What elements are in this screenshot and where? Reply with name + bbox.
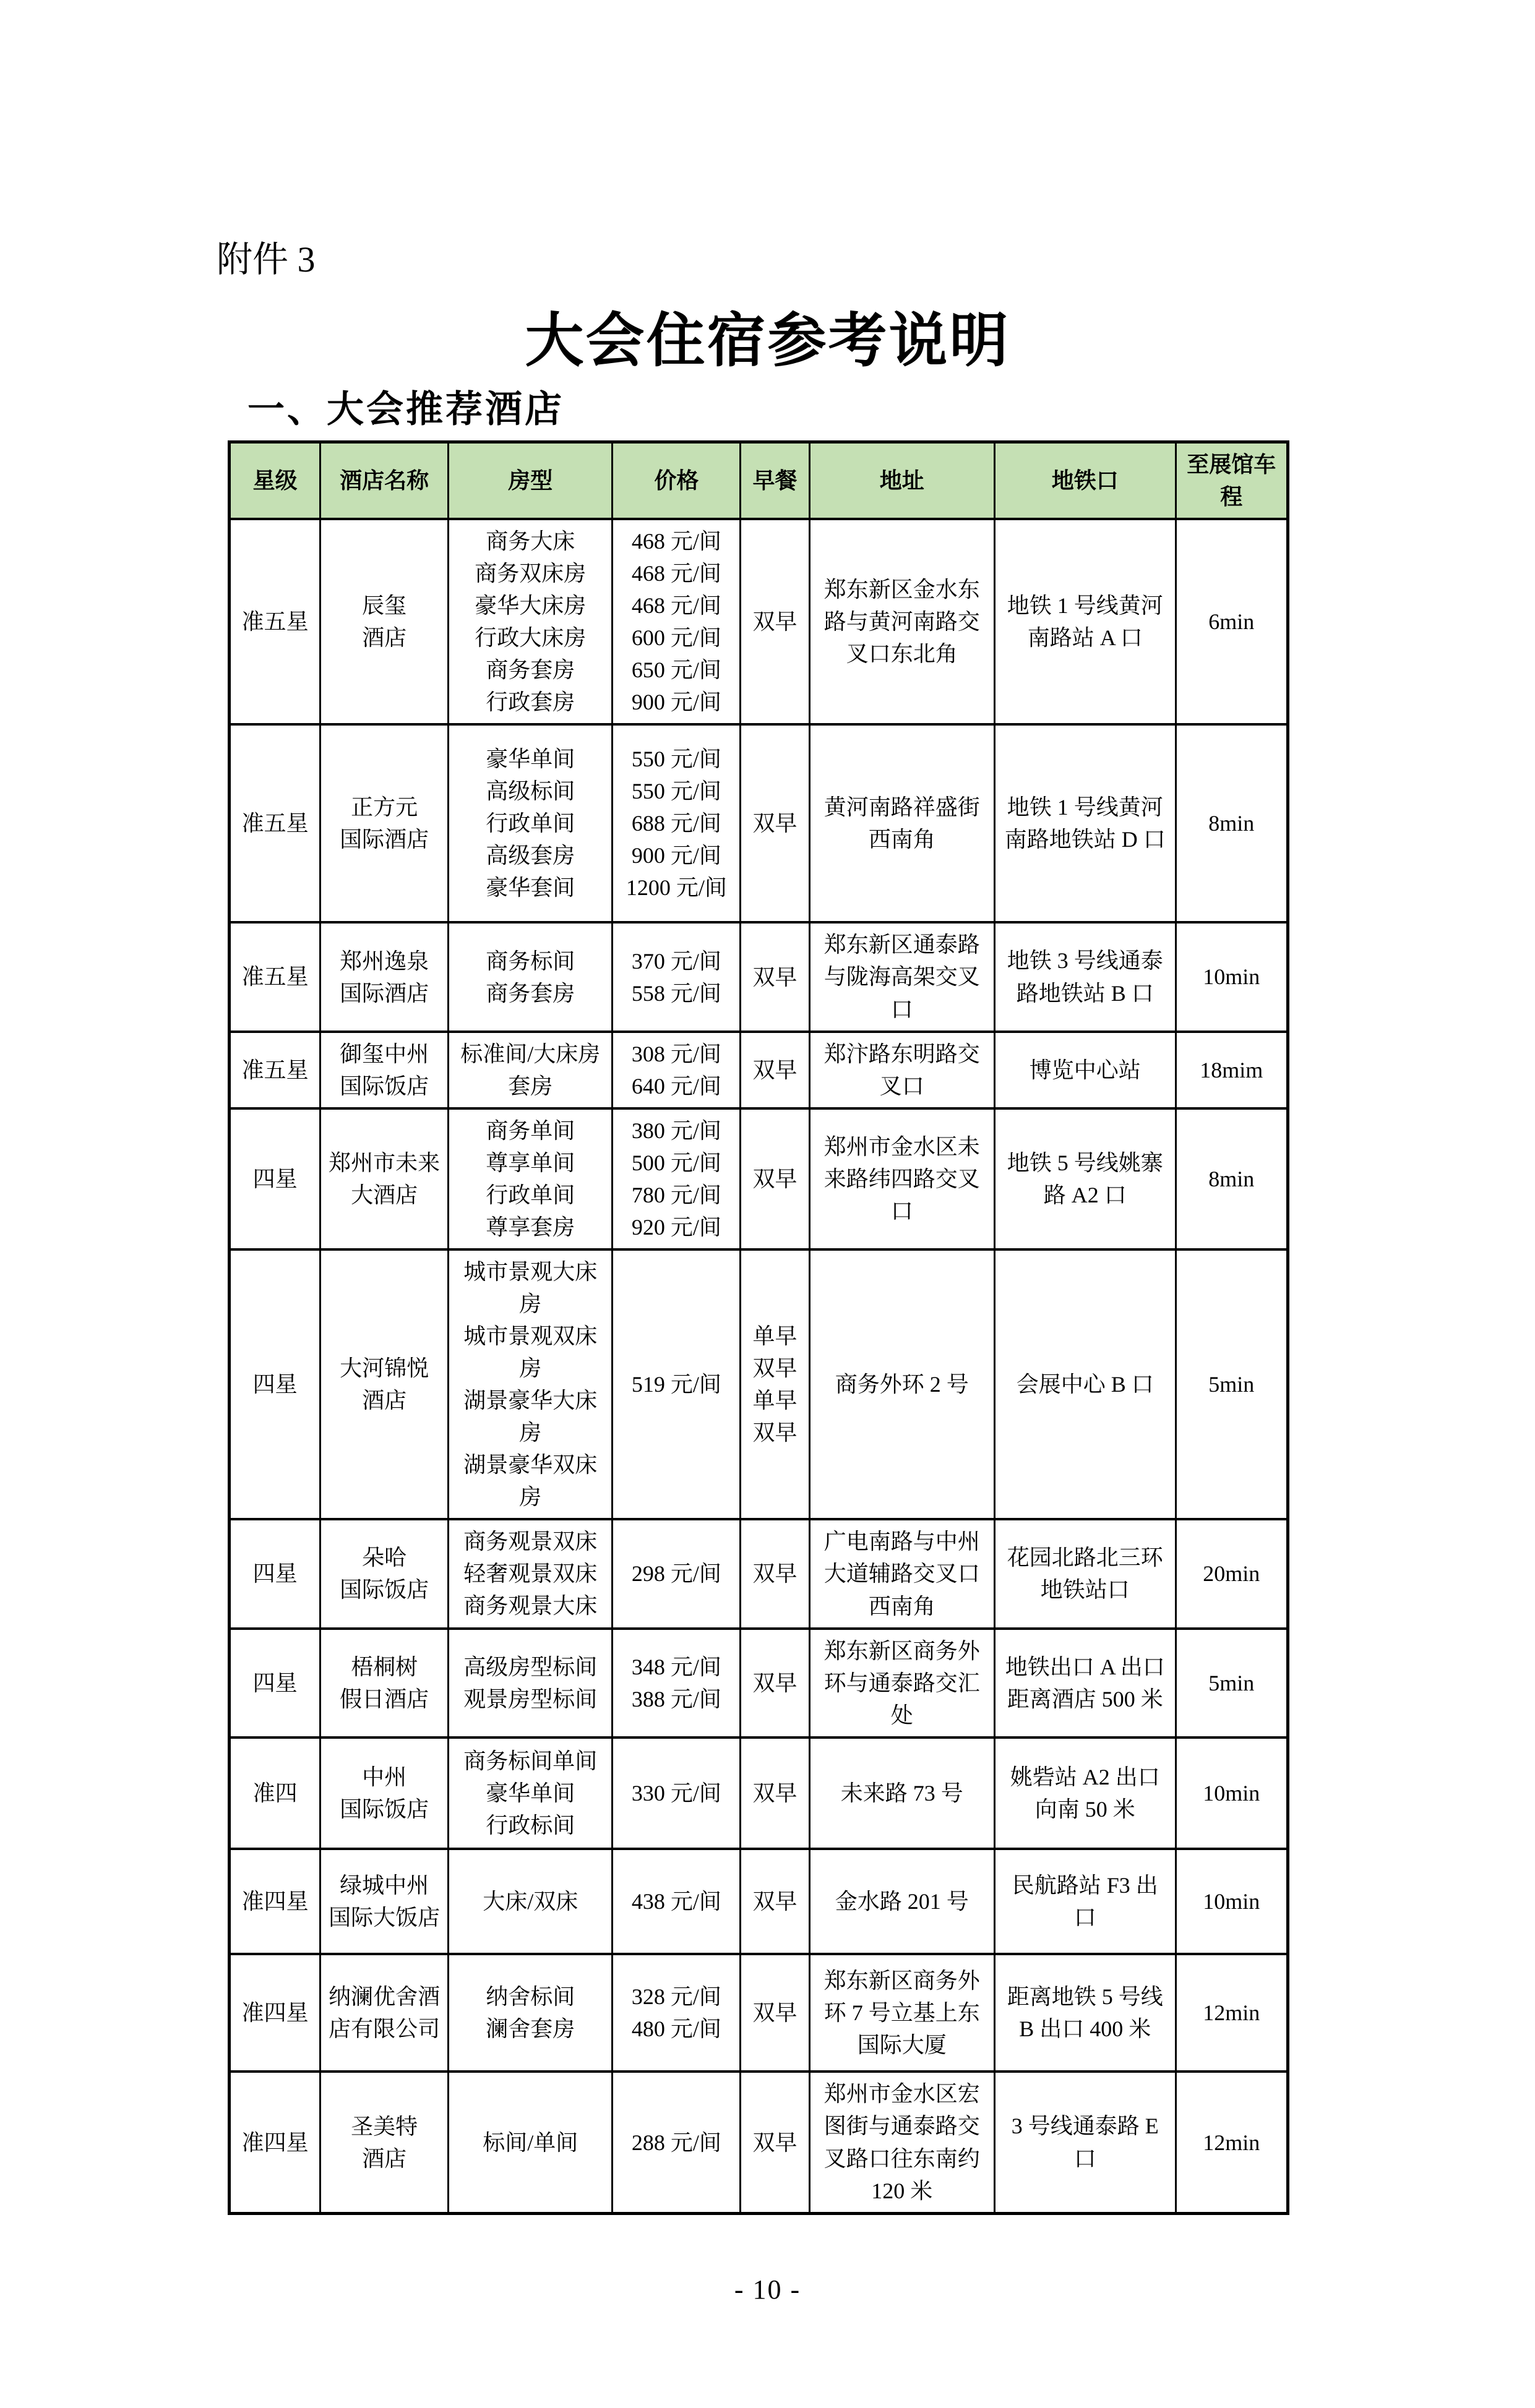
room-type-cell	[449, 1032, 613, 1108]
breakfast-line: 双早	[752, 1167, 798, 1192]
document-title: 大会住宿参考说明	[525, 307, 1010, 374]
price-line: 468 元/间	[631, 529, 721, 554]
room-type-line: 高级房型标间	[463, 1655, 598, 1679]
hotels-table	[228, 440, 1289, 2215]
room-type-line: 纳舍标间	[486, 1984, 575, 2010]
room-type-cell	[449, 1629, 613, 1738]
room-type-line: 豪华套间	[486, 875, 575, 901]
hotel-name-cell	[320, 1629, 449, 1738]
hotel-name-line: 郑州市未来	[329, 1150, 441, 1176]
price-line: 438 元/间	[631, 1889, 721, 1914]
price-line: 1200 元/间	[626, 875, 727, 901]
hotel-name-line: 御玺中州	[340, 1041, 429, 1066]
breakfast-cell	[741, 1249, 809, 1519]
drive-time-cell: 20min	[1176, 1519, 1288, 1629]
hotel-name-line: 酒店	[362, 1388, 407, 1413]
price-line: 330 元/间	[631, 1781, 721, 1806]
star-cell: 四星	[230, 1629, 320, 1738]
room-type-cell	[449, 1954, 613, 2072]
room-type-line: 澜舍套房	[486, 2016, 575, 2042]
star-cell: 准五星	[230, 519, 320, 724]
star-cell: 准四星	[230, 2072, 320, 2213]
room-type-line: 商务观景双床	[463, 1529, 598, 1554]
metro-exit-cell: 花园北路北三环地铁站口	[995, 1519, 1176, 1629]
room-type-line: 湖景豪华大床房	[463, 1388, 598, 1446]
hotel-name-line: 国际饭店	[340, 1577, 429, 1603]
hotel-name-cell	[320, 1249, 449, 1519]
room-type-cell	[449, 1108, 613, 1249]
hotel-name-line: 正方元	[351, 795, 418, 820]
breakfast-cell	[741, 1849, 809, 1954]
price-cell	[613, 1849, 741, 1954]
hotel-name-line: 假日酒店	[340, 1687, 429, 1712]
hotel-name-line: 圣美特	[351, 2114, 418, 2139]
price-line: 550 元/间	[631, 747, 721, 772]
metro-exit-cell: 距离地铁 5 号线 B 出口 400 米	[995, 1954, 1176, 2072]
metro-exit-cell: 地铁 1 号线黄河南路地铁站 D 口	[995, 724, 1176, 922]
drive-time-cell: 6min	[1176, 519, 1288, 724]
table-row	[230, 1849, 1288, 1954]
drive-time-cell: 10min	[1176, 922, 1288, 1032]
price-line: 519 元/间	[631, 1372, 721, 1397]
hotel-name-line: 国际饭店	[340, 1797, 429, 1822]
room-type-cell	[449, 2072, 613, 2213]
price-line: 370 元/间	[631, 948, 721, 974]
room-type-line: 商务套房	[486, 658, 575, 683]
table-body	[230, 519, 1288, 2213]
room-type-line: 行政单间	[486, 1183, 575, 1208]
breakfast-cell	[741, 1032, 809, 1108]
hotel-name-line: 国际饭店	[340, 1073, 429, 1099]
price-cell	[613, 1954, 741, 2072]
room-type-line: 商务套房	[486, 980, 575, 1006]
hotel-name-line: 大酒店	[351, 1183, 418, 1208]
table-header-row	[230, 442, 1288, 519]
column-header-3: 房型	[449, 442, 613, 519]
price-line: 550 元/间	[631, 779, 721, 804]
drive-time-cell: 10min	[1176, 1849, 1288, 1954]
price-line: 348 元/间	[631, 1655, 721, 1679]
price-cell	[613, 1249, 741, 1519]
star-cell: 准五星	[230, 1032, 320, 1108]
breakfast-line: 单早	[752, 1388, 798, 1413]
address-cell: 郑东新区商务外环与通泰路交汇处	[809, 1629, 994, 1738]
address-cell: 郑州市金水区未来路纬四路交叉口	[809, 1108, 994, 1249]
price-line: 558 元/间	[631, 980, 721, 1006]
room-type-line: 标准间/大床房	[460, 1041, 601, 1066]
price-line: 468 元/间	[631, 561, 721, 586]
breakfast-line: 双早	[752, 1356, 798, 1381]
room-type-line: 豪华大床房	[475, 593, 587, 619]
room-type-cell	[449, 1849, 613, 1954]
drive-time-cell: 10min	[1176, 1737, 1288, 1849]
hotel-name-cell	[320, 2072, 449, 2213]
breakfast-line: 双早	[752, 1420, 798, 1446]
table-row	[230, 1629, 1288, 1738]
breakfast-cell	[741, 1629, 809, 1738]
table-row	[230, 922, 1288, 1032]
room-type-line: 商务双床房	[475, 561, 587, 586]
price-line: 380 元/间	[631, 1118, 721, 1144]
metro-exit-cell: 地铁 1 号线黄河南路站 A 口	[995, 519, 1176, 724]
breakfast-cell	[741, 922, 809, 1032]
price-line: 650 元/间	[631, 658, 721, 683]
hotel-name-line: 国际酒店	[340, 980, 429, 1006]
column-header-7: 地铁口	[995, 442, 1176, 519]
drive-time-cell: 12min	[1176, 2072, 1288, 2213]
hotel-name-cell	[320, 1519, 449, 1629]
room-type-line: 尊享单间	[486, 1150, 575, 1176]
room-type-line: 商务标间	[486, 948, 575, 974]
document-page	[0, 238, 1535, 2408]
room-type-line: 豪华单间	[486, 1781, 575, 1806]
drive-time-cell: 8min	[1176, 724, 1288, 922]
hotel-name-line: 纳澜优舍酒	[329, 1984, 441, 2010]
star-cell: 准五星	[230, 922, 320, 1032]
attachment-label: 附件 3	[217, 239, 316, 280]
price-line: 288 元/间	[631, 2130, 721, 2155]
table-row	[230, 1249, 1288, 1519]
breakfast-cell	[741, 1954, 809, 2072]
price-line: 920 元/间	[631, 1215, 721, 1240]
hotel-name-cell	[320, 1032, 449, 1108]
address-cell: 郑东新区通泰路与陇海高架交叉口	[809, 922, 994, 1032]
price-cell	[613, 2072, 741, 2213]
breakfast-cell	[741, 1737, 809, 1849]
column-header-1: 星级	[230, 442, 320, 519]
hotel-name-cell	[320, 724, 449, 922]
star-cell: 四星	[230, 1249, 320, 1519]
breakfast-line: 双早	[752, 609, 798, 635]
breakfast-line: 双早	[752, 1671, 798, 1695]
price-line: 480 元/间	[631, 2016, 721, 2042]
table-row	[230, 519, 1288, 724]
section-heading: 一、大会推荐酒店	[247, 388, 564, 430]
metro-exit-cell: 会展中心 B 口	[995, 1249, 1176, 1519]
column-header-5: 早餐	[741, 442, 809, 519]
room-type-cell	[449, 1249, 613, 1519]
room-type-line: 轻奢观景双床	[463, 1561, 598, 1587]
metro-exit-cell: 博览中心站	[995, 1032, 1176, 1108]
metro-exit-cell: 地铁 5 号线姚寨路 A2 口	[995, 1108, 1176, 1249]
hotel-name-cell	[320, 519, 449, 724]
room-type-line: 商务大床	[486, 529, 575, 554]
breakfast-line: 单早	[752, 1324, 798, 1349]
star-cell: 准五星	[230, 724, 320, 922]
room-type-line: 商务单间	[486, 1118, 575, 1144]
breakfast-cell	[741, 519, 809, 724]
room-type-line: 大床/双床	[483, 1889, 578, 1914]
hotel-name-line: 中州	[362, 1765, 407, 1790]
star-cell: 准四星	[230, 1954, 320, 2072]
breakfast-line: 双早	[752, 1889, 798, 1914]
room-type-cell	[449, 1519, 613, 1629]
price-cell	[613, 1519, 741, 1629]
room-type-cell	[449, 519, 613, 724]
hotel-name-line: 梧桐树	[351, 1655, 418, 1679]
star-cell: 四星	[230, 1519, 320, 1629]
address-cell: 金水路 201 号	[809, 1849, 994, 1954]
price-line: 468 元/间	[631, 593, 721, 619]
address-cell: 郑州市金水区宏图街与通泰路交叉路口往东南约 120 米	[809, 2072, 994, 2213]
table-row	[230, 1032, 1288, 1108]
drive-time-cell: 5min	[1176, 1629, 1288, 1738]
column-header-8: 至展馆车程	[1176, 442, 1288, 519]
price-line: 688 元/间	[631, 811, 721, 836]
column-header-4: 价格	[613, 442, 741, 519]
table-row	[230, 2072, 1288, 2213]
table-row	[230, 1519, 1288, 1629]
hotel-name-cell	[320, 1954, 449, 2072]
room-type-cell	[449, 724, 613, 922]
address-cell: 黄河南路祥盛街西南角	[809, 724, 994, 922]
price-cell	[613, 1108, 741, 1249]
room-type-line: 商务标间单间	[463, 1749, 598, 1774]
drive-time-cell: 5min	[1176, 1249, 1288, 1519]
address-cell: 郑东新区商务外环 7 号立基上东国际大厦	[809, 1954, 994, 2072]
breakfast-line: 双早	[752, 964, 798, 990]
price-cell	[613, 724, 741, 922]
room-type-line: 湖景豪华双床房	[463, 1452, 598, 1510]
breakfast-line: 双早	[752, 1781, 798, 1806]
column-header-6: 地址	[809, 442, 994, 519]
price-line: 900 元/间	[631, 843, 721, 868]
breakfast-line: 双早	[752, 1057, 798, 1082]
hotel-name-line: 绿城中州	[340, 1873, 429, 1898]
hotel-name-line: 大河锦悦	[340, 1356, 429, 1381]
price-cell	[613, 519, 741, 724]
metro-exit-cell: 姚砦站 A2 出口向南 50 米	[995, 1737, 1176, 1849]
table-row	[230, 1737, 1288, 1849]
price-cell	[613, 922, 741, 1032]
price-line: 900 元/间	[631, 690, 721, 715]
room-type-line: 高级套房	[486, 843, 575, 868]
room-type-line: 行政套房	[486, 690, 575, 715]
room-type-line: 商务观景大床	[463, 1593, 598, 1619]
price-line: 600 元/间	[631, 625, 721, 651]
star-cell: 准四	[230, 1737, 320, 1849]
hotel-name-line: 朵哈	[362, 1545, 407, 1570]
address-cell: 郑汴路东明路交叉口	[809, 1032, 994, 1108]
price-line: 298 元/间	[631, 1561, 721, 1587]
breakfast-cell	[741, 2072, 809, 2213]
price-line: 388 元/间	[631, 1687, 721, 1712]
hotel-name-line: 国际大饭店	[329, 1905, 441, 1930]
star-cell: 准四星	[230, 1849, 320, 1954]
metro-exit-cell: 3 号线通泰路 E 口	[995, 2072, 1176, 2213]
address-cell: 未来路 73 号	[809, 1737, 994, 1849]
hotel-name-line: 辰玺	[362, 593, 407, 619]
metro-exit-cell: 民航路站 F3 出口	[995, 1849, 1176, 1954]
room-type-line: 高级标间	[486, 779, 575, 804]
room-type-line: 观景房型标间	[463, 1687, 598, 1712]
drive-time-cell: 12min	[1176, 1954, 1288, 2072]
room-type-line: 豪华单间	[486, 747, 575, 772]
metro-exit-cell: 地铁出口 A 出口距离酒店 500 米	[995, 1629, 1176, 1738]
drive-time-cell: 18mim	[1176, 1032, 1288, 1108]
price-line: 308 元/间	[631, 1041, 721, 1066]
breakfast-cell	[741, 1108, 809, 1249]
room-type-line: 城市景观双床房	[463, 1324, 598, 1381]
price-line: 640 元/间	[631, 1073, 721, 1099]
hotel-name-line: 国际酒店	[340, 827, 429, 852]
hotel-name-line: 店有限公司	[329, 2016, 441, 2042]
address-cell: 郑东新区金水东路与黄河南路交叉口东北角	[809, 519, 994, 724]
room-type-line: 行政单间	[486, 811, 575, 836]
price-line: 328 元/间	[631, 1984, 721, 2010]
table-row	[230, 724, 1288, 922]
metro-exit-cell: 地铁 3 号线通泰路地铁站 B 口	[995, 922, 1176, 1032]
room-type-line: 尊享套房	[486, 1215, 575, 1240]
breakfast-line: 双早	[752, 2000, 798, 2026]
page-number: - 10 -	[734, 2274, 801, 2305]
price-cell	[613, 1629, 741, 1738]
hotel-name-line: 酒店	[362, 625, 407, 651]
price-cell	[613, 1032, 741, 1108]
room-type-cell	[449, 1737, 613, 1849]
room-type-line: 行政大床房	[475, 625, 587, 651]
price-line: 500 元/间	[631, 1150, 721, 1176]
table-row	[230, 1108, 1288, 1249]
room-type-line: 标间/单间	[483, 2130, 578, 2155]
breakfast-cell	[741, 1519, 809, 1629]
price-line: 780 元/间	[631, 1183, 721, 1208]
address-cell: 广电南路与中州大道辅路交叉口西南角	[809, 1519, 994, 1629]
hotel-name-cell	[320, 1849, 449, 1954]
table-row	[230, 1954, 1288, 2072]
breakfast-line: 双早	[752, 2130, 798, 2155]
breakfast-cell	[741, 724, 809, 922]
hotel-name-cell	[320, 922, 449, 1032]
room-type-line: 行政标间	[486, 1813, 575, 1838]
price-cell	[613, 1737, 741, 1849]
drive-time-cell: 8min	[1176, 1108, 1288, 1249]
breakfast-line: 双早	[752, 1561, 798, 1587]
star-cell: 四星	[230, 1108, 320, 1249]
room-type-line: 套房	[508, 1073, 553, 1099]
column-header-2: 酒店名称	[320, 442, 449, 519]
room-type-line: 城市景观大床房	[463, 1259, 598, 1317]
hotel-name-cell	[320, 1737, 449, 1849]
room-type-cell	[449, 922, 613, 1032]
hotel-name-cell	[320, 1108, 449, 1249]
hotel-name-line: 郑州逸泉	[340, 948, 429, 974]
hotel-name-line: 酒店	[362, 2146, 407, 2171]
breakfast-line: 双早	[752, 811, 798, 836]
address-cell: 商务外环 2 号	[809, 1249, 994, 1519]
